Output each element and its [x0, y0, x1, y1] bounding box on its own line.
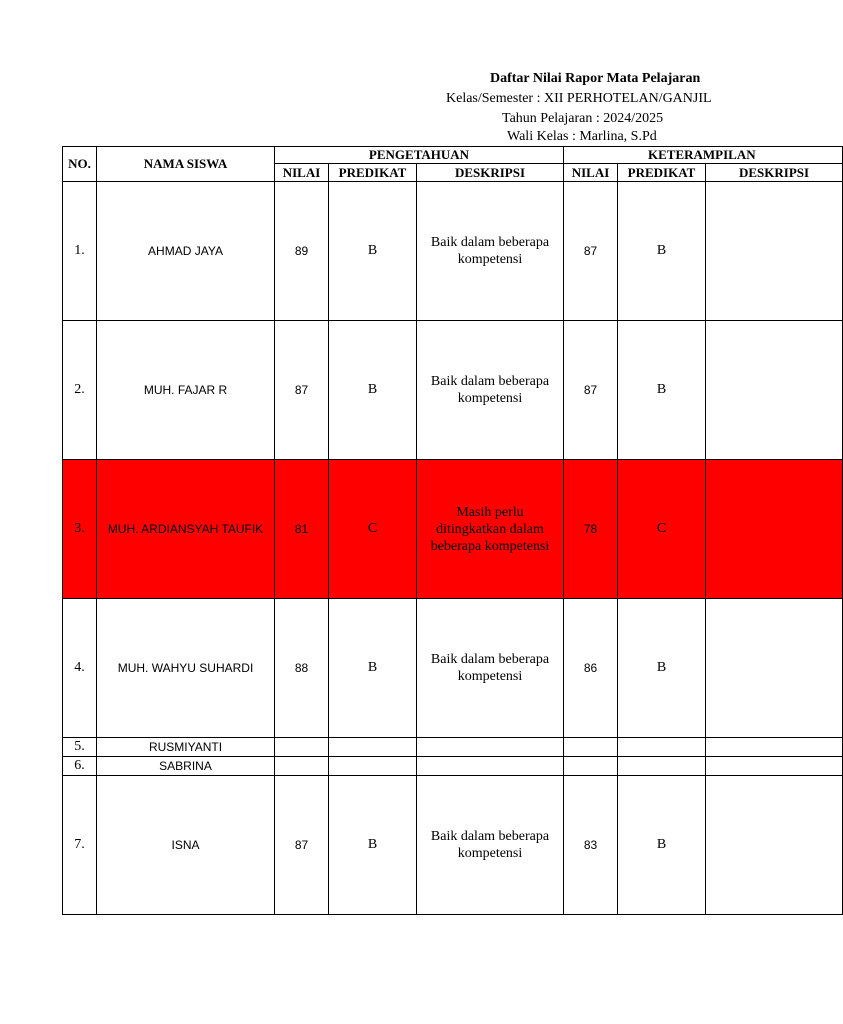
header-keterampilan-nilai: NILAI [564, 164, 618, 182]
keterampilan-nilai [564, 738, 618, 757]
table-row [63, 599, 843, 738]
row-number: 6. [63, 757, 97, 776]
pengetahuan-predikat: B [329, 321, 417, 460]
keterampilan-deskripsi [706, 776, 843, 915]
keterampilan-deskripsi [706, 460, 843, 599]
pengetahuan-predikat: B [329, 182, 417, 321]
header-pengetahuan-predikat: PREDIKAT [329, 164, 417, 182]
pengetahuan-nilai: 81 [275, 460, 329, 599]
pengetahuan-nilai [275, 738, 329, 757]
pengetahuan-deskripsi: Masih perlu ditingkatkan dalam beberapa kompetensi [417, 460, 564, 599]
keterampilan-nilai: 83 [564, 776, 618, 915]
pengetahuan-deskripsi: Baik dalam beberapa kompetensi [417, 182, 564, 321]
keterampilan-nilai: 86 [564, 599, 618, 738]
table-row [63, 182, 843, 321]
grades-table-container [62, 146, 810, 922]
student-name: MUH. ARDIANSYAH TAUFIK [97, 460, 275, 599]
keterampilan-predikat [618, 757, 706, 776]
keterampilan-predikat: B [618, 776, 706, 915]
table-row [63, 776, 843, 915]
report-title: Daftar Nilai Rapor Mata Pelajaran [490, 71, 701, 86]
header-keterampilan-deskripsi: DESKRIPSI [706, 164, 843, 182]
pengetahuan-nilai: 89 [275, 182, 329, 321]
pengetahuan-predikat [329, 738, 417, 757]
pengetahuan-deskripsi: Baik dalam beberapa kompetensi [417, 321, 564, 460]
row-number: 3. [63, 460, 97, 599]
homeroom-teacher-line: Wali Kelas : Marlina, S.Pd [507, 129, 657, 144]
keterampilan-predikat: C [618, 460, 706, 599]
keterampilan-predikat: B [618, 182, 706, 321]
pengetahuan-deskripsi: Baik dalam beberapa kompetensi [417, 776, 564, 915]
keterampilan-deskripsi [706, 738, 843, 757]
row-number: 4. [63, 599, 97, 738]
keterampilan-nilai: 87 [564, 321, 618, 460]
header-nama-siswa: NAMA SISWA [97, 147, 275, 182]
pengetahuan-predikat: C [329, 460, 417, 599]
keterampilan-nilai: 78 [564, 460, 618, 599]
pengetahuan-nilai: 87 [275, 321, 329, 460]
student-name: MUH. WAHYU SUHARDI [97, 599, 275, 738]
grades-table [62, 146, 843, 915]
pengetahuan-nilai: 88 [275, 599, 329, 738]
pengetahuan-predikat: B [329, 599, 417, 738]
row-number: 7. [63, 776, 97, 915]
header-pengetahuan-nilai: NILAI [275, 164, 329, 182]
header-pengetahuan-deskripsi: DESKRIPSI [417, 164, 564, 182]
academic-year-line: Tahun Pelajaran : 2024/2025 [502, 111, 664, 126]
row-number: 2. [63, 321, 97, 460]
header-keterampilan: KETERAMPILAN [564, 147, 843, 164]
class-semester-line: Kelas/Semester : XII PERHOTELAN/GANJIL [446, 91, 712, 106]
header-pengetahuan: PENGETAHUAN [275, 147, 564, 164]
keterampilan-nilai [564, 757, 618, 776]
pengetahuan-predikat: B [329, 776, 417, 915]
header-no: NO. [63, 147, 97, 182]
table-row [63, 757, 843, 776]
student-name: AHMAD JAYA [97, 182, 275, 321]
student-name: MUH. FAJAR R [97, 321, 275, 460]
keterampilan-nilai: 87 [564, 182, 618, 321]
student-name: ISNA [97, 776, 275, 915]
keterampilan-predikat: B [618, 321, 706, 460]
table-row [63, 738, 843, 757]
pengetahuan-deskripsi [417, 738, 564, 757]
pengetahuan-nilai: 87 [275, 776, 329, 915]
table-row [63, 321, 843, 460]
pengetahuan-deskripsi [417, 757, 564, 776]
keterampilan-predikat [618, 738, 706, 757]
pengetahuan-nilai [275, 757, 329, 776]
row-number: 5. [63, 738, 97, 757]
keterampilan-deskripsi [706, 182, 843, 321]
header-keterampilan-predikat: PREDIKAT [618, 164, 706, 182]
row-number: 1. [63, 182, 97, 321]
student-name: RUSMIYANTI [97, 738, 275, 757]
keterampilan-predikat: B [618, 599, 706, 738]
keterampilan-deskripsi [706, 321, 843, 460]
pengetahuan-deskripsi: Baik dalam beberapa kompetensi [417, 599, 564, 738]
keterampilan-deskripsi [706, 757, 843, 776]
student-name: SABRINA [97, 757, 275, 776]
table-row-highlighted [63, 460, 843, 599]
keterampilan-deskripsi [706, 599, 843, 738]
pengetahuan-predikat [329, 757, 417, 776]
